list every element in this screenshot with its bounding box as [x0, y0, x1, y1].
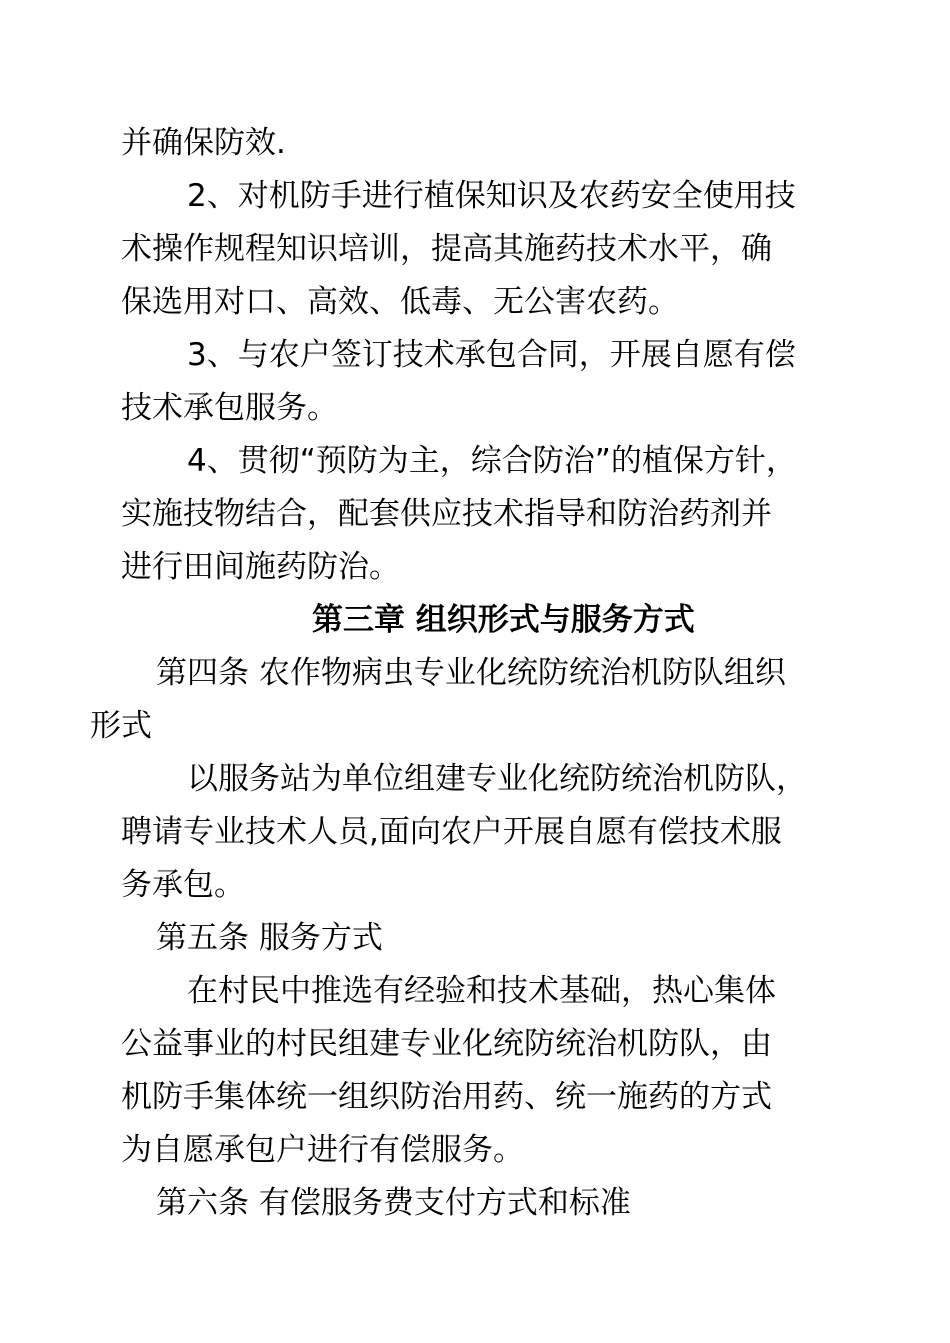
- text-line: 实施技物结合，配套供应技术指导和防治药剂并: [121, 496, 772, 532]
- text-line: 机防手集体统一组织防治用药、统一施药的方式: [121, 1079, 772, 1115]
- text-line: 为自愿承包户进行有偿服务。: [121, 1132, 524, 1168]
- text-line: 保选用对口、高效、低毒、无公害农药。: [121, 284, 679, 320]
- text-line: 3、与农户签订技术承包合同，开展自愿有偿: [187, 337, 796, 373]
- text-line: 公益事业的村民组建专业化统防统治机防队，由: [121, 1026, 772, 1062]
- chapter-heading: 第三章 组织形式与服务方式: [312, 602, 695, 638]
- article-heading: 第五条 服务方式: [156, 920, 383, 956]
- text-line: 务承包。: [121, 867, 245, 903]
- text-line: 4、贯彻“预防为主，综合防治”的植保方针，: [187, 443, 797, 479]
- text-line: 在村民中推选有经验和技术基础，热心集体: [187, 973, 776, 1009]
- text-line: 以服务站为单位组建专业化统防统治机防队，: [187, 761, 807, 797]
- text-line: 进行田间施药防治。: [121, 549, 400, 585]
- text-line: 形式: [90, 708, 152, 744]
- text-line: 聘请专业技术人员,面向农户开展自愿有偿技术服: [121, 814, 782, 850]
- text-line: 技术承包服务。: [121, 390, 338, 426]
- text-line: 2、对机防手进行植保知识及农药安全使用技: [187, 178, 796, 214]
- article-heading: 第四条 农作物病虫专业化统防统治机防队组织: [156, 655, 786, 691]
- article-heading: 第六条 有偿服务费支付方式和标准: [156, 1185, 631, 1221]
- text-line: 术操作规程知识培训，提高其施药技术水平，确: [121, 231, 772, 267]
- text-line: 并确保防效.: [121, 125, 286, 161]
